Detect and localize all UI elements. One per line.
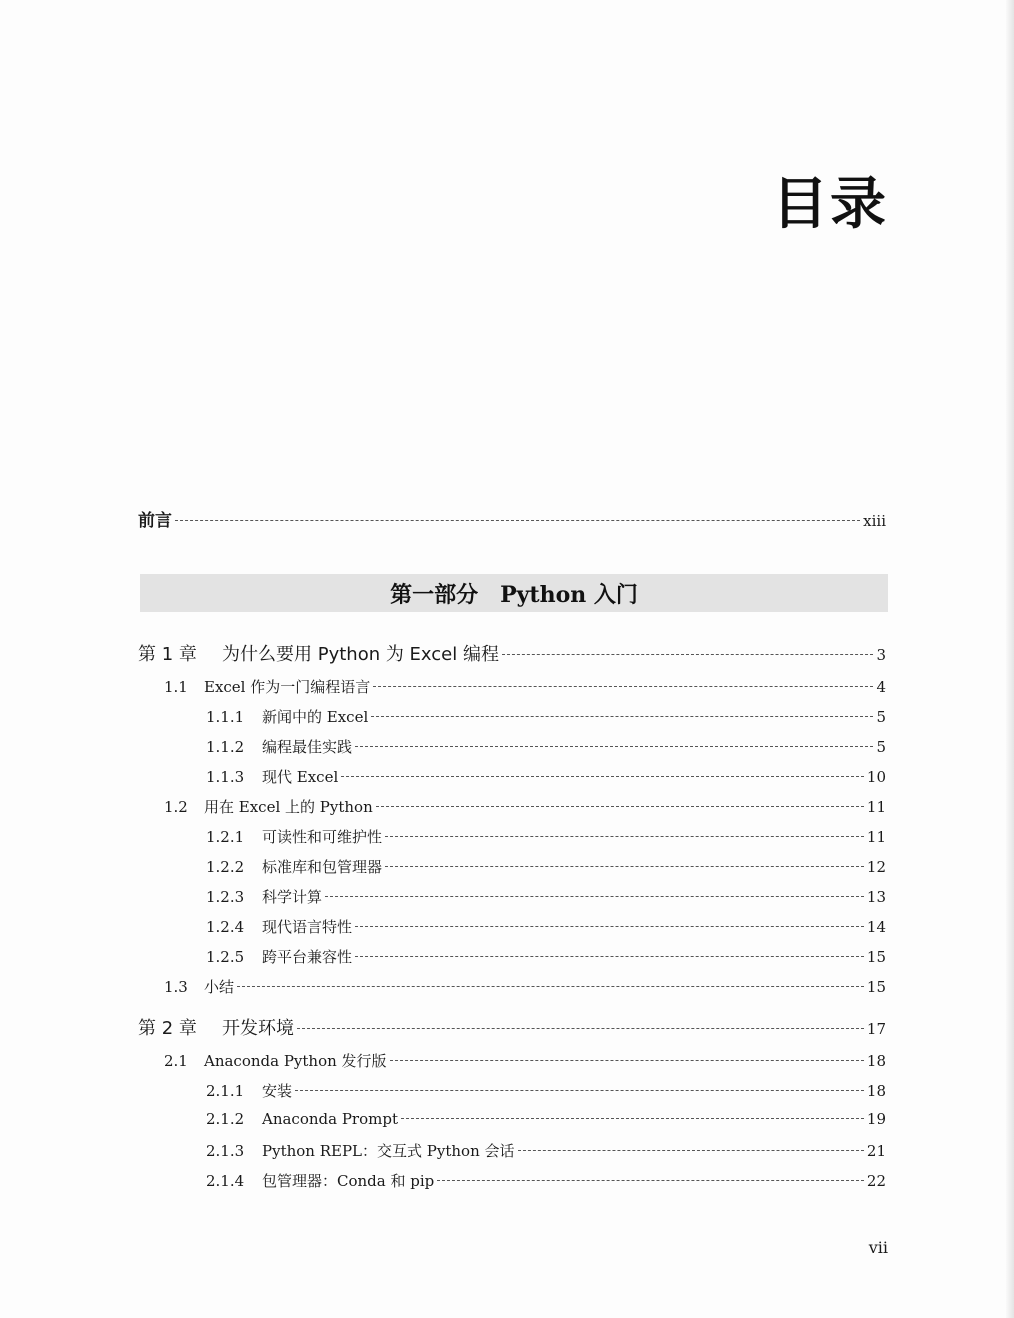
toc-entry-label: 新闻中的 Excel xyxy=(262,708,369,726)
toc-entry-label: 标准库和包管理器 xyxy=(262,858,383,876)
leader-dots xyxy=(385,866,864,867)
toc-entry-page: 11 xyxy=(866,828,886,846)
toc-entry-number: 1.2.5 xyxy=(206,948,245,966)
toc-entry-number: 2.1.3 xyxy=(206,1142,245,1160)
toc-preface-label: 前言 xyxy=(138,511,172,531)
toc-entry-page: 22 xyxy=(866,1172,886,1190)
toc-entry-number: 1.1 xyxy=(164,678,188,696)
toc-entry-subsection[interactable] xyxy=(206,1140,886,1161)
toc-entry-subsection[interactable] xyxy=(206,1110,886,1128)
toc-entry-page: 4 xyxy=(876,678,886,696)
toc-entry-number: 1.1.2 xyxy=(206,738,245,756)
leader-dots xyxy=(401,1118,864,1119)
toc-entry-number: 1.2.2 xyxy=(206,858,245,876)
part-banner: 第一部分 Python 入门 xyxy=(140,574,888,612)
toc-entry-page: 12 xyxy=(866,858,886,876)
toc-entry-label: 编程最佳实践 xyxy=(262,738,353,756)
toc-entry-subsection[interactable] xyxy=(206,916,886,937)
toc-entry-section[interactable] xyxy=(164,976,886,997)
toc-entry-number: 1.2.4 xyxy=(206,918,245,936)
toc-entry-number: 1.1.1 xyxy=(206,708,245,726)
toc-entry-number: 1.2.1 xyxy=(206,828,245,846)
toc-entry-label: 现代 Excel xyxy=(262,768,339,786)
leader-dots xyxy=(297,1028,864,1029)
leader-dots xyxy=(355,956,864,957)
leader-dots xyxy=(385,836,864,837)
leader-dots xyxy=(355,746,873,747)
toc-entry-section[interactable] xyxy=(164,1050,886,1071)
toc-entry-number: 1.3 xyxy=(164,978,188,996)
toc-entry-chapter-2[interactable] xyxy=(138,1014,886,1040)
toc-entry-number: 2.1 xyxy=(164,1052,188,1070)
toc-entry-subsection[interactable] xyxy=(206,706,886,727)
toc-entry-number: 第 1 章 xyxy=(138,644,197,665)
toc-entry-number: 1.2.3 xyxy=(206,888,245,906)
leader-dots xyxy=(295,1090,864,1091)
page-title: 目录 xyxy=(772,172,888,237)
toc-entry-subsection[interactable] xyxy=(206,736,886,757)
toc-entry-page: 19 xyxy=(866,1110,886,1128)
leader-dots xyxy=(390,1060,864,1061)
toc-entry-page: 5 xyxy=(876,708,886,726)
toc-entry-section[interactable] xyxy=(164,796,886,817)
toc-entry-page: 15 xyxy=(866,948,886,966)
leader-dots xyxy=(437,1180,864,1181)
toc-entry-subsection[interactable] xyxy=(206,856,886,877)
toc-entry-label: Anaconda Prompt xyxy=(262,1110,398,1128)
toc-entry-number: 2.1.1 xyxy=(206,1082,245,1100)
leader-dots xyxy=(376,806,864,807)
toc-entry-page: 15 xyxy=(866,978,886,996)
toc-entry-label: Python REPL：交互式 Python 会话 xyxy=(262,1142,515,1160)
leader-dots xyxy=(325,896,864,897)
toc-entry-label: 开发环境 xyxy=(222,1018,294,1039)
toc-entry-subsection[interactable] xyxy=(206,946,886,967)
page-number: vii xyxy=(868,1238,888,1257)
toc-entry-page: 11 xyxy=(866,798,886,816)
toc-entry-section[interactable] xyxy=(164,676,886,697)
toc-entry-number: 2.1.2 xyxy=(206,1110,245,1128)
leader-dots xyxy=(355,926,864,927)
toc-entry-subsection[interactable] xyxy=(206,1080,886,1101)
toc-entry-label: 小结 xyxy=(204,978,235,996)
toc-entry-page: 21 xyxy=(866,1142,886,1160)
toc-entry-label: 科学计算 xyxy=(262,888,323,906)
toc-entry-page: 18 xyxy=(866,1082,886,1100)
leader-dots xyxy=(373,686,873,687)
toc-entry-page: 10 xyxy=(866,768,886,786)
toc-entry-number: 1.2 xyxy=(164,798,188,816)
leader-dots xyxy=(341,776,864,777)
toc-entry-chapter-1[interactable] xyxy=(138,640,886,666)
toc-entry-label: 可读性和可维护性 xyxy=(262,828,383,846)
leader-dots xyxy=(371,716,873,717)
toc-entry-page: 17 xyxy=(866,1020,886,1038)
toc-entry-page: 13 xyxy=(866,888,886,906)
toc-entry-label: Excel 作为一门编程语言 xyxy=(204,678,371,696)
toc-entry-label: Anaconda Python 发行版 xyxy=(204,1052,387,1070)
toc-entry-page: 18 xyxy=(866,1052,886,1070)
toc-preface[interactable] xyxy=(138,506,886,531)
toc-entry-page: 14 xyxy=(866,918,886,936)
leader-dots xyxy=(237,986,864,987)
toc-entry-label: 安装 xyxy=(262,1082,293,1100)
toc-entry-label: 用在 Excel 上的 Python xyxy=(204,798,373,816)
toc-entry-label: 为什么要用 Python 为 Excel 编程 xyxy=(222,644,499,665)
toc-entry-page: 5 xyxy=(876,738,886,756)
toc-entry-page: 3 xyxy=(876,646,886,664)
leader-dots xyxy=(175,520,860,521)
toc-entry-subsection[interactable] xyxy=(206,826,886,847)
toc-entry-subsection[interactable] xyxy=(206,766,886,787)
toc-entry-number: 1.1.3 xyxy=(206,768,245,786)
toc-entry-number: 2.1.4 xyxy=(206,1172,245,1190)
leader-dots xyxy=(502,654,873,655)
toc-entry-label: 包管理器：Conda 和 pip xyxy=(262,1172,435,1190)
toc-entry-subsection[interactable] xyxy=(206,1170,886,1191)
toc-entry-number: 第 2 章 xyxy=(138,1018,197,1039)
toc-entry-label: 现代语言特性 xyxy=(262,918,353,936)
toc-preface-page: xiii xyxy=(863,512,886,530)
toc-entry-label: 跨平台兼容性 xyxy=(262,948,353,966)
toc-entry-subsection[interactable] xyxy=(206,886,886,907)
leader-dots xyxy=(518,1150,864,1151)
